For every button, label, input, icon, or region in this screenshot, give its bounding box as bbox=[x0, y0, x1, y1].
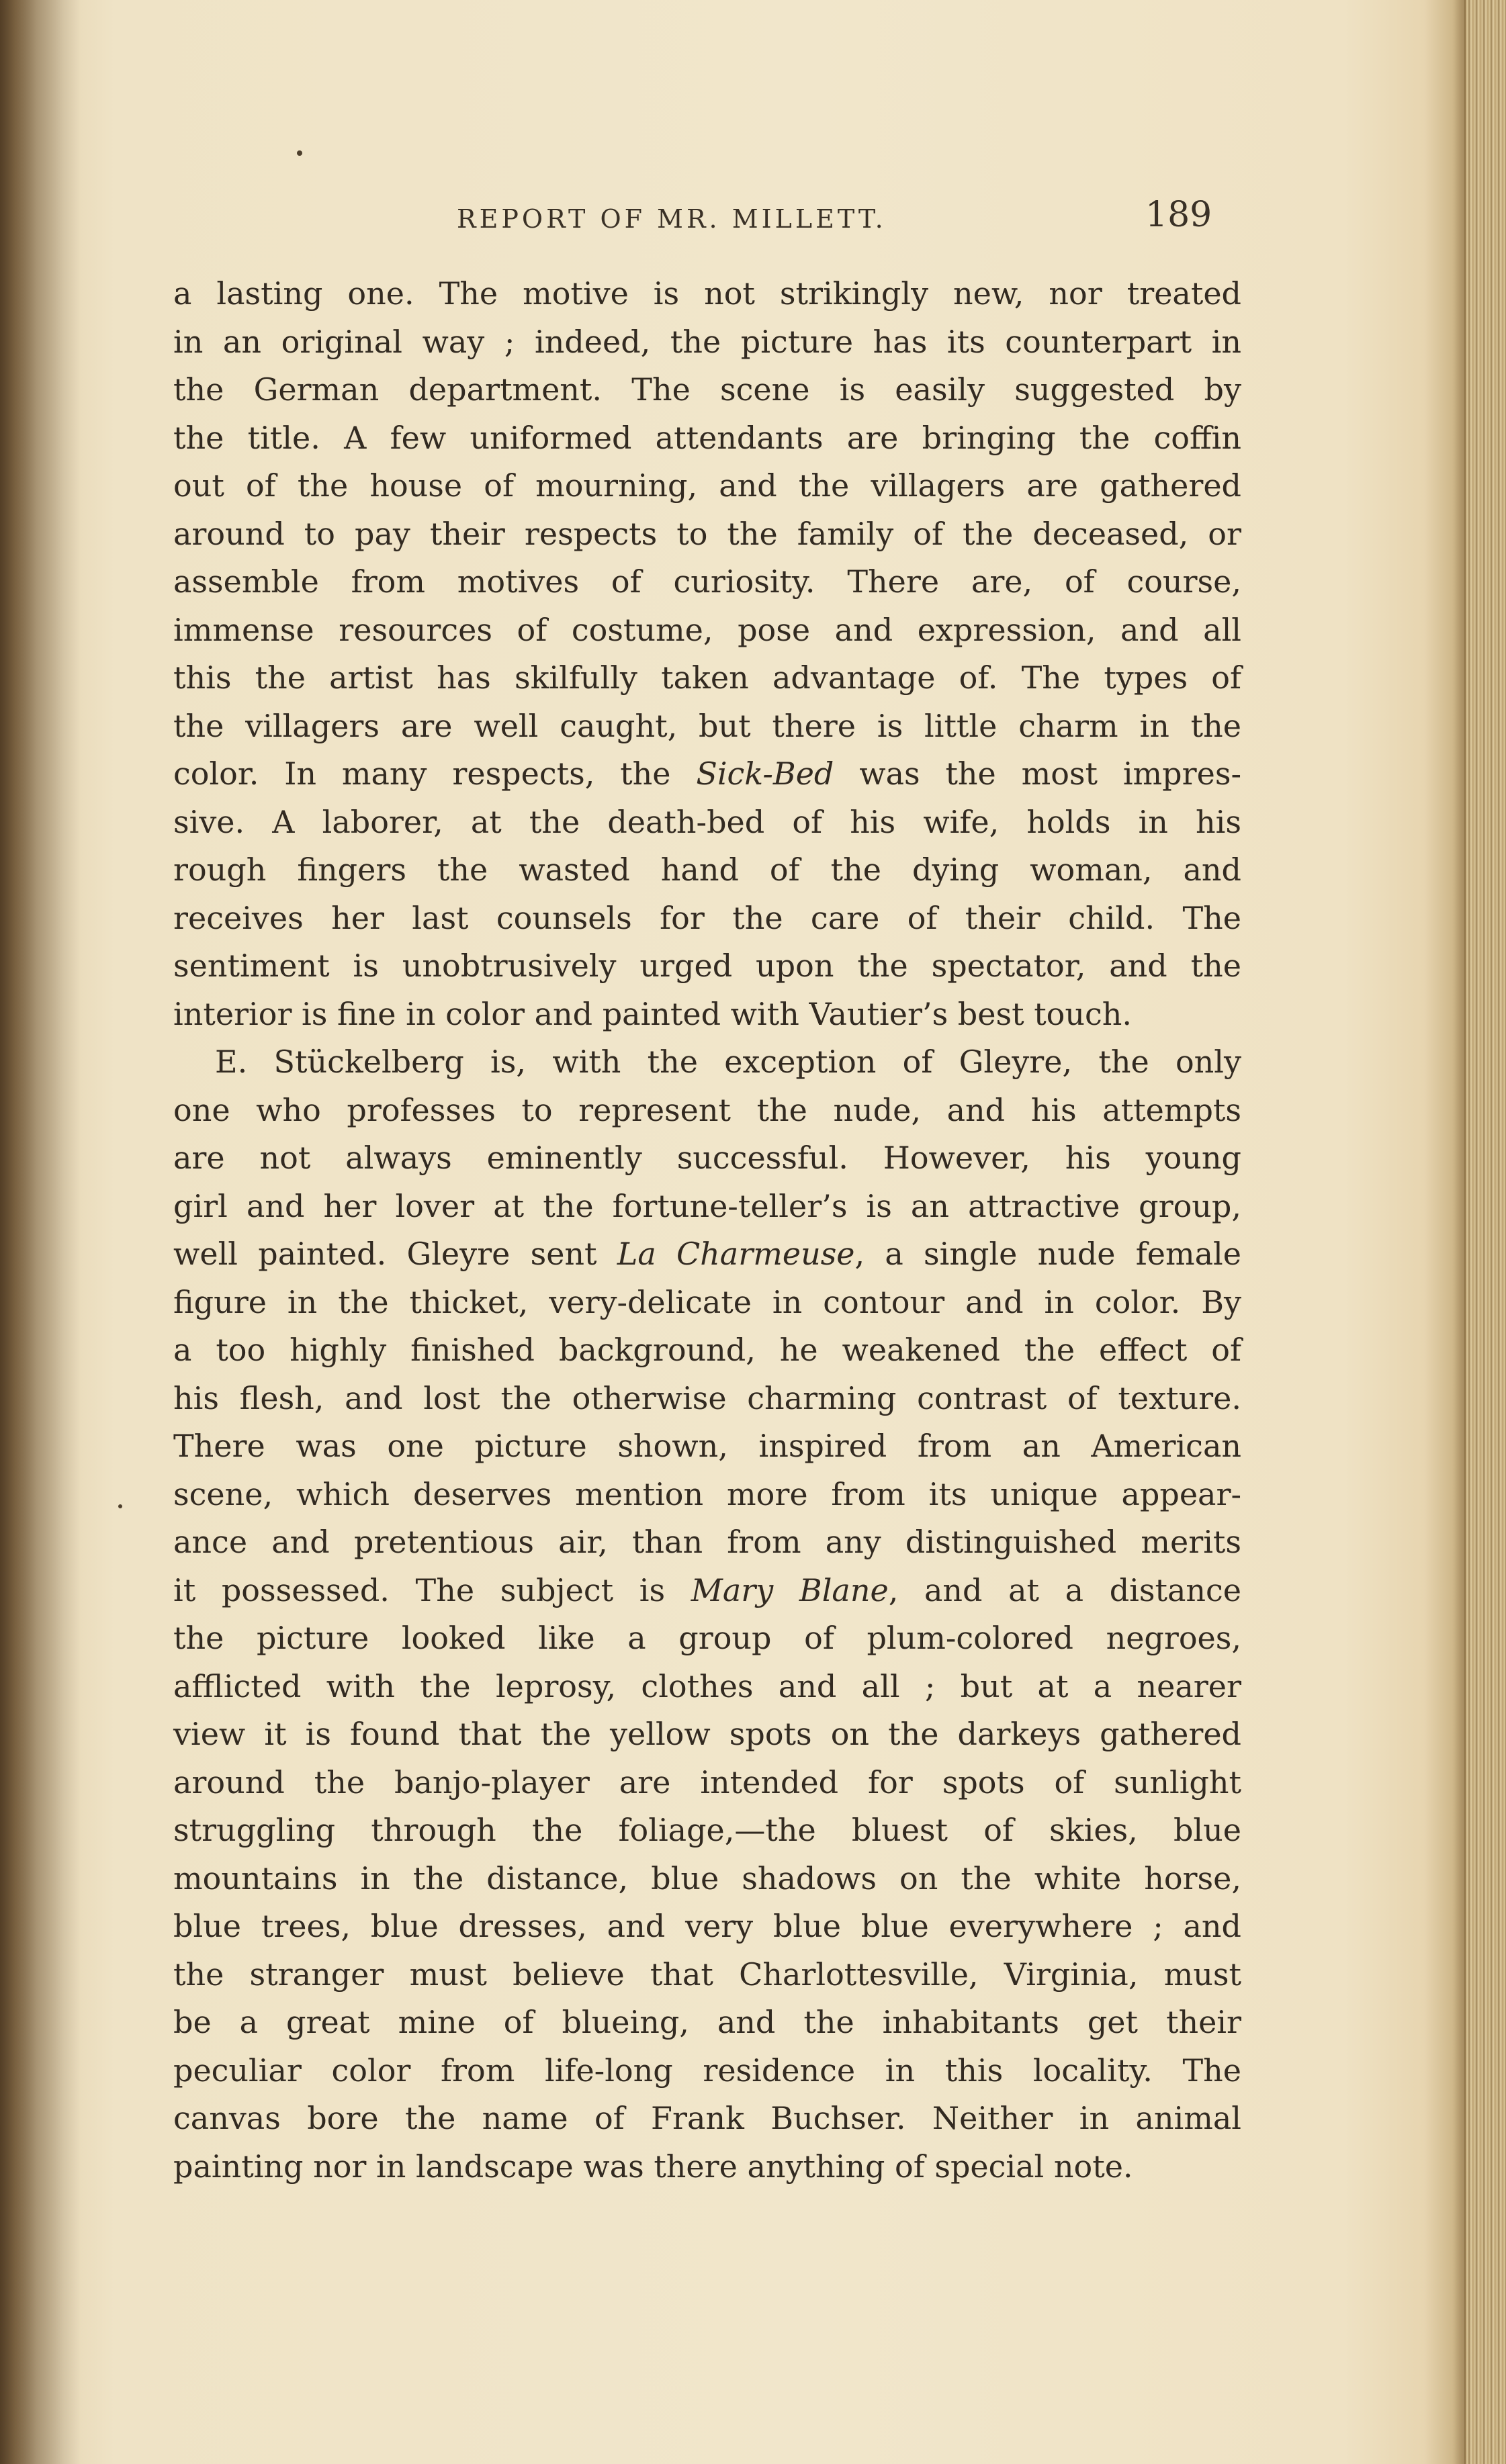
text-line: blue trees, blue dresses, and very blue blue everywhere ; and bbox=[173, 1908, 1241, 1944]
page-edges bbox=[1464, 0, 1506, 2464]
text-line: E. Stückelberg is, with the exception of Gleyre, the only bbox=[215, 1044, 1241, 1080]
text-line: There was one picture shown, inspired from an American bbox=[173, 1428, 1241, 1464]
page-number: 189 bbox=[1145, 195, 1212, 235]
text-line: sentiment is unobtrusively urged upon the spectator, and the bbox=[173, 948, 1241, 984]
text-line: a too highly finished background, he weakened the effect of bbox=[173, 1332, 1241, 1368]
text-line: mountains in the distance, blue shadows on the white horse, bbox=[173, 1860, 1241, 1897]
ink-speck bbox=[118, 1504, 122, 1508]
text-line: his flesh, and lost the otherwise charming contrast of texture. bbox=[173, 1379, 1241, 1416]
text-line bbox=[173, 1567, 1241, 1615]
gutter-shadow bbox=[0, 0, 81, 2464]
text-line: one who professes to represent the nude, and his attempts bbox=[173, 1091, 1241, 1128]
text-line: rough fingers the wasted hand of the dying woman, and bbox=[173, 852, 1241, 888]
text-line: the title. A few uniformed attendants are bringing the coffin bbox=[173, 419, 1241, 456]
text-line: girl and her lover at the fortune-teller’s is an attractive group, bbox=[173, 1187, 1241, 1224]
page-edge-shadow bbox=[1452, 0, 1466, 2464]
ink-speck bbox=[297, 150, 302, 156]
text-line: the picture looked like a group of plum-colored negroes, bbox=[173, 1620, 1241, 1656]
text-line: figure in the thicket, very-delicate in contour and in color. By bbox=[173, 1283, 1241, 1320]
text-segment: color. In many respects, the bbox=[173, 756, 697, 792]
text-line: a lasting one. The motive is not strikingly new, nor treated bbox=[173, 275, 1241, 312]
italic-title: La Charmeuse bbox=[617, 1236, 855, 1272]
text-line: ance and pretentious air, than from any distinguished merits bbox=[173, 1524, 1241, 1560]
text-line: receives her last counsels for the care of their child. The bbox=[173, 899, 1241, 936]
text-line: around the banjo-player are intended for spots of sunlight bbox=[173, 1764, 1241, 1800]
text-segment: , a single nude female bbox=[854, 1236, 1241, 1272]
text-segment: was the most impres- bbox=[834, 756, 1241, 792]
text-line: painting nor in landscape was there anything of special note. bbox=[173, 2148, 1133, 2185]
text-line: afflicted with the leprosy, clothes and all ; but at a nearer bbox=[173, 1668, 1241, 1704]
body-text bbox=[173, 270, 1241, 2191]
text-line bbox=[173, 1230, 1241, 1279]
text-line: sive. A laborer, at the death-bed of his wife, holds in his bbox=[173, 803, 1241, 840]
text-line: peculiar color from life-long residence in this locality. The bbox=[173, 2052, 1241, 2089]
text-segment: it possessed. The subject is bbox=[173, 1571, 691, 1608]
italic-title: Sick-Bed bbox=[696, 756, 834, 792]
text-line: this the artist has skilfully taken advantage of. The types of bbox=[173, 659, 1241, 696]
text-line: immense resources of costume, pose and expression, and all bbox=[173, 611, 1241, 648]
text-line: in an original way ; indeed, the picture has its counterpart in bbox=[173, 323, 1241, 360]
running-header bbox=[0, 195, 1506, 248]
running-title: REPORT OF MR. MILLETT. bbox=[457, 204, 887, 234]
text-line: around to pay their respects to the family of the deceased, or bbox=[173, 515, 1241, 552]
text-line: the stranger must believe that Charlottesville, Virginia, must bbox=[173, 1956, 1241, 1993]
text-line: scene, which deserves mention more from its unique appear- bbox=[173, 1475, 1241, 1512]
text-line: view it is found that the yellow spots on the darkeys gathered bbox=[173, 1716, 1241, 1752]
text-line bbox=[173, 750, 1241, 798]
italic-title: Mary Blane bbox=[691, 1571, 889, 1608]
text-line: canvas bore the name of Frank Buchser. Neither in animal bbox=[173, 2100, 1241, 2136]
text-segment: well painted. Gleyre sent bbox=[173, 1236, 617, 1272]
text-line: struggling through the foliage,—the bluest of skies, blue bbox=[173, 1812, 1241, 1848]
text-line: the villagers are well caught, but there is little charm in the bbox=[173, 707, 1241, 744]
text-line: are not always eminently successful. However, his young bbox=[173, 1140, 1241, 1176]
text-line: be a great mine of blueing, and the inhabitants get their bbox=[173, 2004, 1241, 2040]
text-line: interior is fine in color and painted with Vautier’s best touch. bbox=[173, 995, 1133, 1032]
text-line: assemble from motives of curiosity. There are, of course, bbox=[173, 563, 1241, 600]
text-line: the German department. The scene is easily suggested by bbox=[173, 371, 1241, 408]
text-line: out of the house of mourning, and the villagers are gathered bbox=[173, 467, 1241, 504]
text-segment: , and at a distance bbox=[888, 1571, 1241, 1608]
